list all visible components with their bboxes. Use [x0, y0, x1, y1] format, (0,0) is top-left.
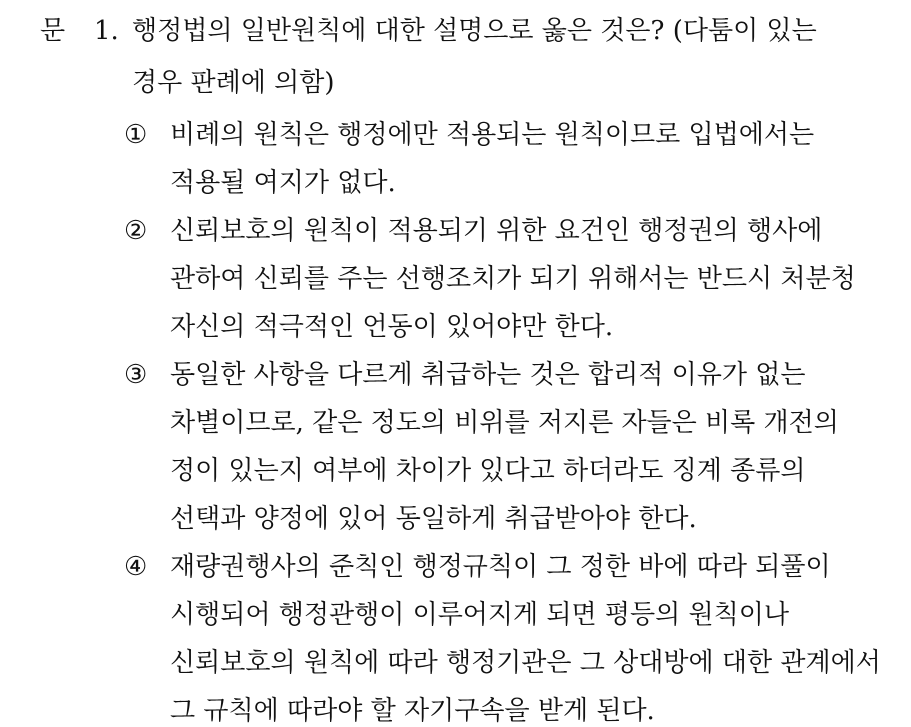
option-2-line-1: 신뢰보호의 원칙이 적용되기 위한 요건인 행정권의 행사에 [170, 216, 823, 246]
option-1-marker: ① [124, 120, 148, 150]
option-3-line-3: 정이 있는지 여부에 차이가 있다고 하더라도 징계 종류의 [170, 456, 806, 486]
option-4-line-4: 그 규칙에 따라야 할 자기구속을 받게 된다. [170, 696, 655, 726]
question-stem-line-2: 경우 판례에 의함) [132, 68, 335, 98]
question-label: 문 [40, 16, 66, 46]
option-1-line-1: 비례의 원칙은 행정에만 적용되는 원칙이므로 입법에서는 [170, 120, 815, 150]
option-4-line-2: 시행되어 행정관행이 이루어지게 되면 평등의 원칙이나 [170, 600, 789, 630]
option-2-line-3: 자신의 적극적인 언동이 있어야만 한다. [170, 312, 614, 342]
option-3-line-4: 선택과 양정에 있어 동일하게 취급받아야 한다. [170, 504, 697, 534]
option-3-marker: ③ [124, 360, 148, 390]
question-stem-line-1: 행정법의 일반원칙에 대한 설명으로 옳은 것은? (다툼이 있는 [132, 16, 817, 46]
option-4-line-3: 신뢰보호의 원칙에 따라 행정기관은 그 상대방에 대한 관계에서 [170, 648, 881, 678]
option-3-line-1: 동일한 사항을 다르게 취급하는 것은 합리적 이유가 없는 [170, 360, 806, 390]
option-1-line-2: 적용될 여지가 없다. [170, 168, 396, 198]
option-4-line-1: 재량권행사의 준칙인 행정규칙이 그 정한 바에 따라 되풀이 [170, 552, 831, 582]
option-3-line-2: 차별이므로, 같은 정도의 비위를 저지른 자들은 비록 개전의 [170, 408, 839, 438]
option-2-marker: ② [124, 216, 148, 246]
option-4-marker: ④ [124, 552, 148, 582]
option-2-line-2: 관하여 신뢰를 주는 선행조치가 되기 위해서는 반드시 처분청 [170, 264, 856, 294]
question-number: 1. [94, 16, 119, 46]
